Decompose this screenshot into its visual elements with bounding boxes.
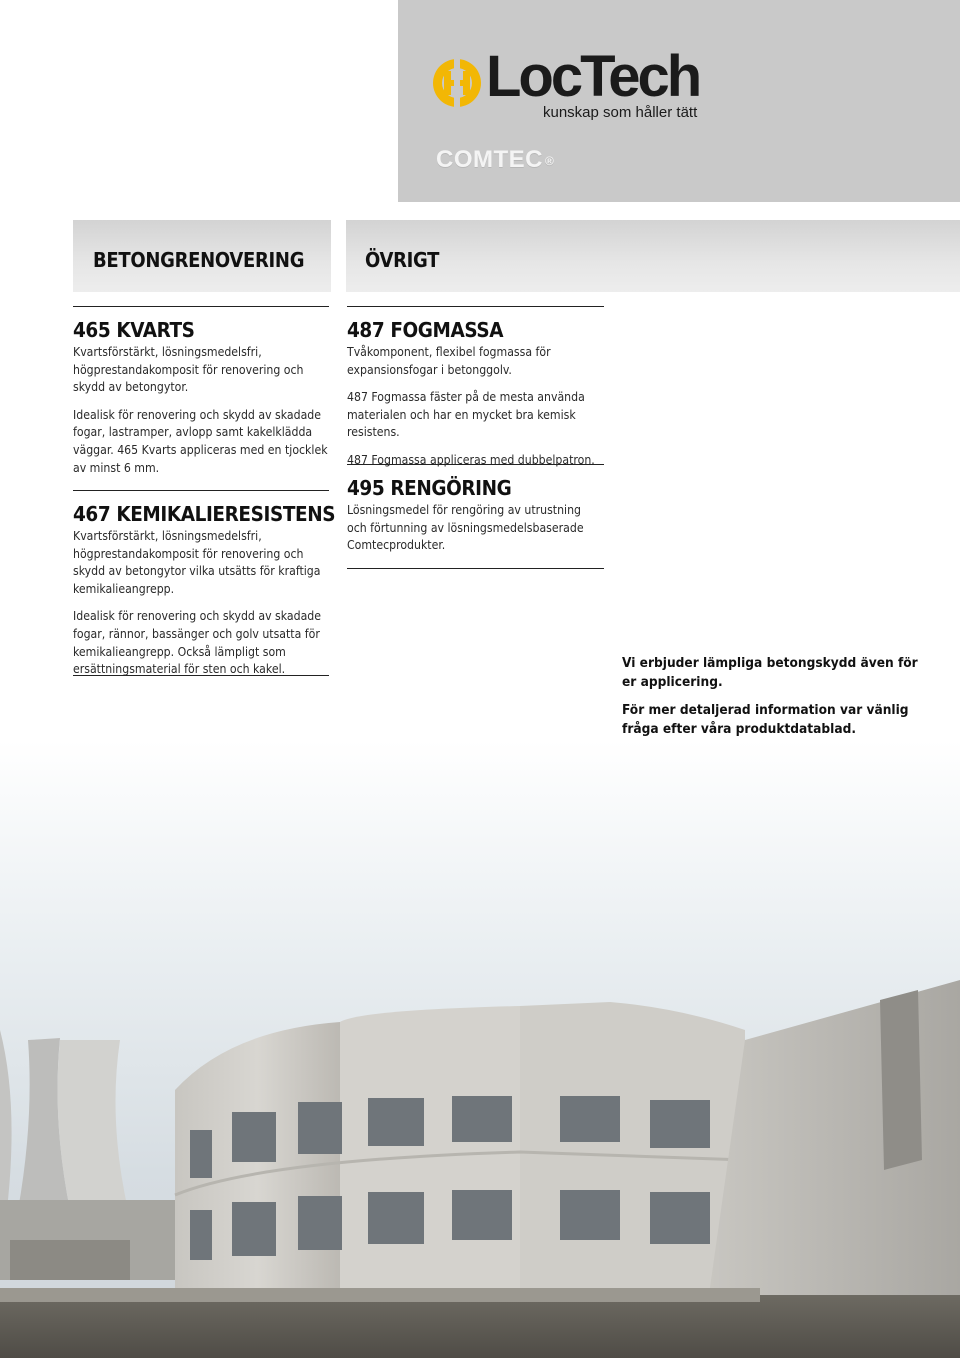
product-465 [73, 318, 335, 487]
product-description: 487 Fogmassa appliceras med dubbelpatron. [347, 452, 595, 467]
note-line: Vi erbjuder lämpliga betongskydd även för er applicering. [622, 655, 918, 690]
section-tab-betongrenovering [73, 220, 331, 292]
product-487 [347, 318, 602, 480]
divider [347, 306, 604, 307]
product-name: KEMIKALIERESISTENS [116, 502, 336, 526]
product-description: Kvartsförstärkt, lösningsmedelsfri, högprestandakomposit för renovering och skydd av betongytor. [73, 345, 304, 395]
note-line: För mer detaljerad information var vänlig fråga efter våra produktdatablad. [622, 702, 909, 737]
divider [73, 306, 329, 307]
product-description: Idealisk för renovering och skydd av skadade fogar, rännor, bassänger och golv utsatta för kemikalieangrepp. Också lämpligt som ersättningsmaterial för sten och kakel. [73, 609, 322, 677]
product-number: 487 [347, 318, 385, 342]
section-title-left: BETONGRENOVERING [93, 248, 305, 272]
registered-mark: ® [545, 154, 555, 168]
product-heading [347, 318, 602, 342]
loctech-logo-icon [432, 58, 482, 108]
info-note [622, 654, 922, 748]
product-number: 495 [347, 476, 385, 500]
building-photo [0, 740, 960, 1358]
brand-name: LocTech [486, 44, 700, 109]
divider [347, 568, 604, 569]
product-name: KVARTS [116, 318, 195, 342]
section-title-right: ÖVRIGT [365, 248, 440, 272]
brand-tagline: kunskap som håller tätt [543, 104, 698, 121]
product-heading [73, 318, 335, 342]
comtec-logo [436, 146, 554, 174]
product-495 [347, 476, 602, 565]
divider [73, 490, 329, 491]
product-number: 467 [73, 502, 111, 526]
product-description: 487 Fogmassa fäster på de mesta använda materialen och har en mycket bra kemisk resistens. [347, 390, 585, 440]
product-description: Idealisk för renovering och skydd av skadade fogar, lastramper, avlopp samt kakelklädda väggar. 465 Kvarts appliceras med en tjocklek av minst 6 mm. [73, 407, 328, 475]
product-467 [73, 502, 335, 689]
product-description: Lösningsmedel för rengöring av utrustning och förtunning av lösningsmedelsbaserade Comtecprodukter. [347, 503, 584, 553]
product-heading [73, 502, 335, 526]
product-description: Kvartsförstärkt, lösningsmedelsfri, högprestandakomposit för renovering och skydd av betongytor vilka utsätts för kraftiga kemikalieangrepp. [73, 529, 321, 596]
product-heading [347, 476, 602, 500]
product-number: 465 [73, 318, 111, 342]
comtec-name: COMTEC [436, 146, 543, 173]
section-tab-ovrigt [346, 220, 960, 292]
product-name: FOGMASSA [390, 318, 504, 342]
product-name: RENGÖRING [390, 476, 512, 500]
product-description: Tvåkomponent, flexibel fogmassa för expansionsfogar i betonggolv. [347, 345, 551, 377]
